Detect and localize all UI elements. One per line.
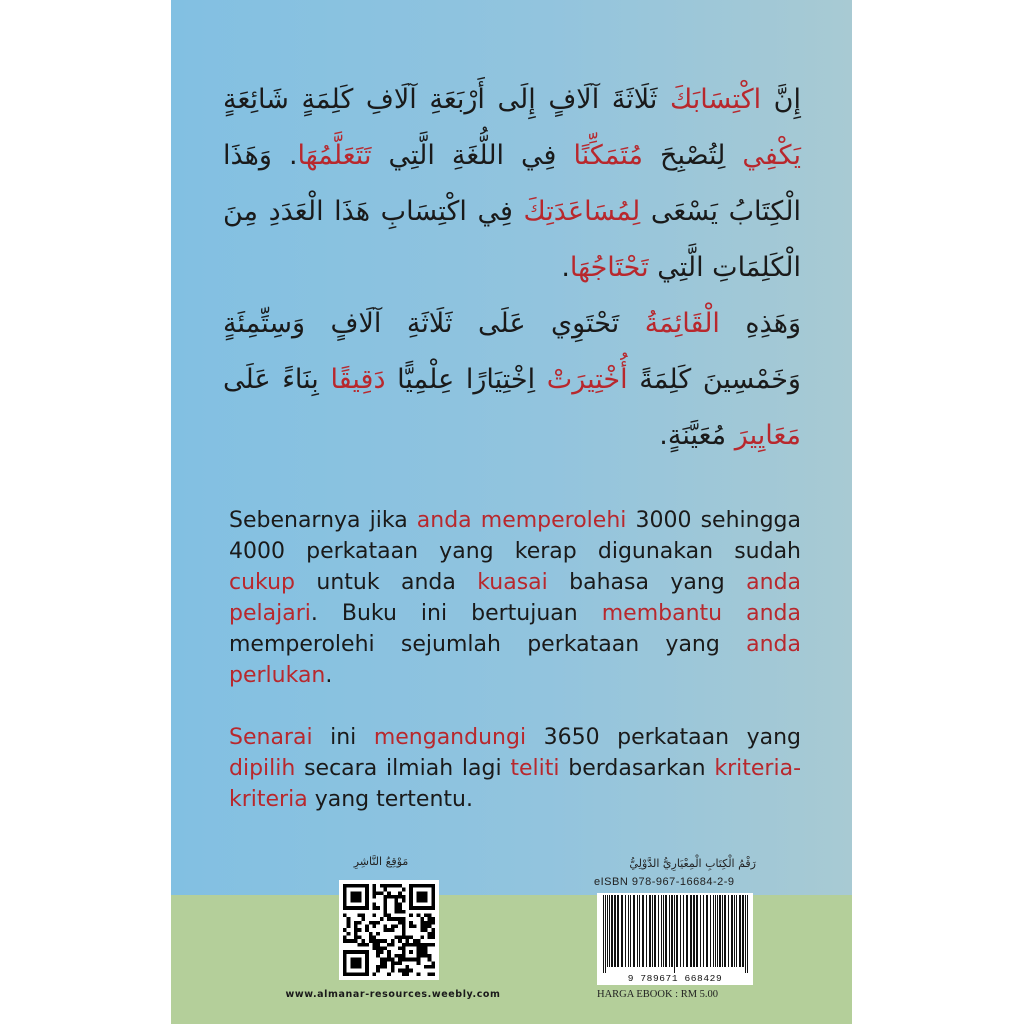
text-run: berdasarkan — [559, 756, 715, 781]
text-run: بِنَاءً عَلَى — [223, 364, 331, 395]
text-run: ثَلَاثَةَ آلَافٍ إِلَى أَرْبَعَةِ آلَافِ كَلِمَةٍ شَائِعَةٍ — [223, 84, 670, 115]
highlighted-phrase: anda memperolehi — [416, 508, 627, 533]
highlighted-phrase: mengandungi — [373, 725, 527, 750]
highlighted-phrase: لِمُسَاعَدَتِكَ — [523, 196, 641, 227]
highlighted-phrase: teliti — [510, 756, 560, 781]
highlighted-phrase: مُتَمَكِّنًا — [573, 140, 643, 171]
highlighted-phrase: Senarai — [229, 725, 313, 750]
text-run: مُعَيَّنَةٍ. — [659, 420, 735, 451]
highlighted-phrase: دَقِيقًا — [330, 364, 386, 395]
arabic-paragraph-2 — [223, 296, 801, 464]
malay-paragraph-1 — [229, 505, 801, 691]
text-run: ini — [312, 725, 374, 750]
highlighted-phrase: anda pelajari — [229, 570, 802, 626]
qr-code-icon[interactable] — [339, 880, 439, 980]
barcode-icon — [597, 893, 753, 973]
highlighted-phrase: الْقَائِمَةُ — [644, 308, 720, 339]
text-run: تَحْتَوِي عَلَى ثَلَاثَةِ آلَافٍ وَسِتِّمِئَةٍ وَخَمْسِينَ كَلِمَةً — [223, 308, 801, 395]
text-run: . Buku ini bertujuan — [310, 601, 602, 626]
text-run: فِي اكْتِسَابِ هَذَا الْعَدَدِ مِنَ الْكَلِمَاتِ الَّتِي — [223, 196, 801, 283]
text-run: Sebenarnya jika — [229, 508, 417, 533]
isbn-number: eISBN 978-967-16684-2-9 — [594, 876, 735, 888]
malay-text-block — [229, 505, 801, 815]
highlighted-phrase: يَكْفِي — [742, 140, 801, 171]
publisher-url[interactable]: www.almanar-resources.weebly.com — [285, 989, 501, 1000]
text-run: secara ilmiah lagi — [295, 756, 511, 781]
qr-code-graphic — [343, 884, 435, 976]
text-run: وَهَذِهِ — [719, 308, 802, 339]
text-run: . — [325, 663, 333, 688]
highlighted-phrase: أُخْتِيرَتْ — [546, 364, 628, 395]
text-run: memperolehi sejumlah perkataan yang — [229, 632, 747, 657]
barcode-graphic — [597, 893, 753, 973]
text-run: فِي اللُّغَةِ الَّتِي — [371, 140, 574, 171]
text-run: untuk anda — [295, 570, 478, 595]
arabic-text-block — [223, 72, 801, 464]
text-run: . وَهَذَا الْكِتَابُ يَسْعَى — [223, 140, 801, 227]
text-run: yang tertentu. — [307, 787, 473, 812]
ebook-price: HARGA EBOOK : RM 5.00 — [597, 989, 719, 1000]
text-run: اِخْتِيَارًا عِلْمِيًّا — [385, 364, 547, 395]
text-run: bahasa yang — [547, 570, 747, 595]
highlighted-phrase: تَتَعَلَّمُهَا — [297, 140, 372, 171]
text-run: 3650 perkataan yang — [526, 725, 801, 750]
highlighted-phrase: تَحْتَاجُهَا — [569, 252, 649, 283]
highlighted-phrase: kuasai — [477, 570, 548, 595]
malay-paragraph-2 — [229, 722, 801, 815]
isbn-label-arabic: رَقْمُ الْكِتَابِ الْمِعْيَارِيُّ الدَّوْلِيُّ — [629, 857, 756, 870]
highlighted-phrase: مَعَايِيرَ — [734, 420, 801, 451]
publisher-site-label: مَوْقِعُ النَّاشِرِ — [353, 855, 409, 868]
highlighted-phrase: اكْتِسَابَكَ — [669, 84, 762, 115]
text-run: إِنَّ — [761, 84, 801, 115]
back-cover — [171, 0, 852, 1024]
text-run: لِتُصْبِحَ — [643, 140, 743, 171]
highlighted-phrase: dipilih — [229, 756, 296, 781]
text-run: . — [561, 252, 570, 283]
barcode-digits: 9 789671 668429 — [597, 973, 753, 985]
text-run: 3000 sehingga 4000 perkataan yang kerap digunakan sudah — [229, 508, 801, 564]
highlighted-phrase: anda perlukan — [229, 632, 801, 688]
arabic-paragraph-1 — [223, 72, 801, 296]
highlighted-phrase: kriteria-kriteria — [229, 756, 802, 812]
highlighted-phrase: membantu anda — [601, 601, 801, 626]
highlighted-phrase: cukup — [229, 570, 296, 595]
